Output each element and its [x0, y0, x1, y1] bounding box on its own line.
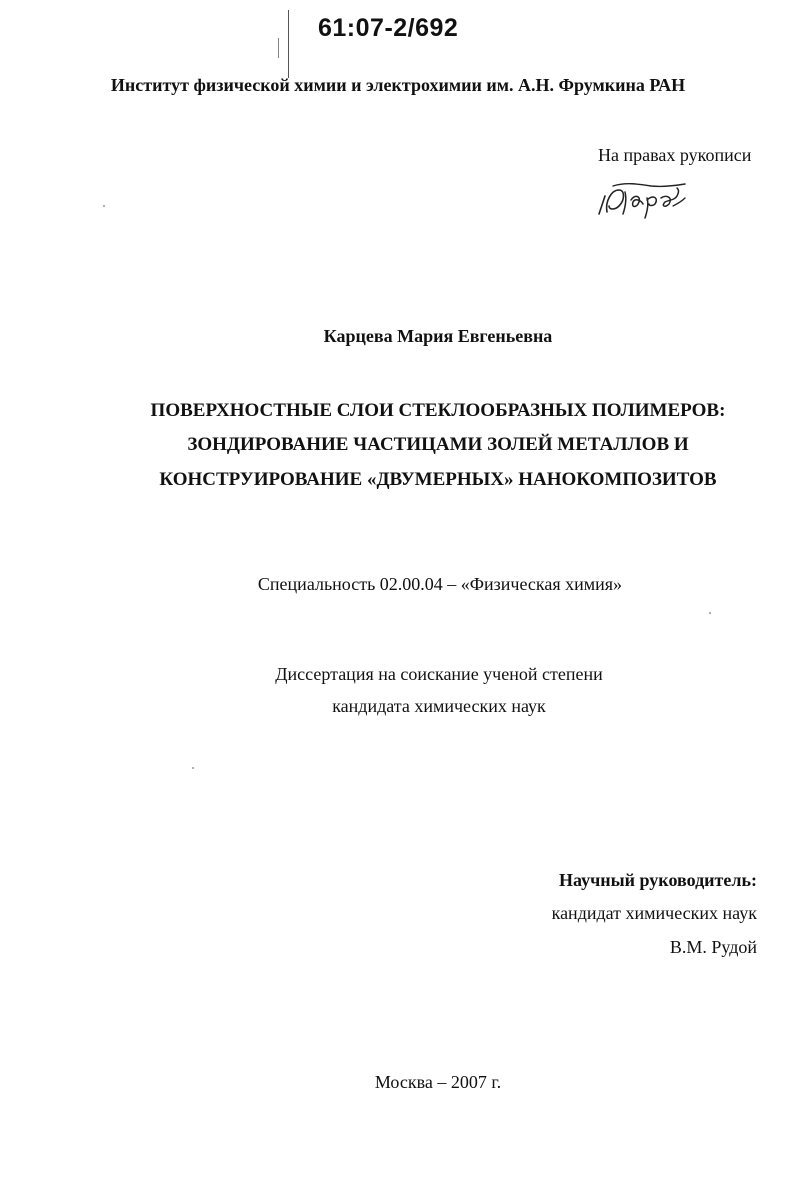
author-name: Карцева Мария Евгеньевна: [323, 326, 553, 346]
rights-note: На правах рукописи: [598, 145, 752, 165]
title-line-3: КОНСТРУИРОВАНИЕ «ДВУМЕРНЫХ» НАНОКОМПОЗИТОВ: [159, 469, 717, 490]
specialty: Специальность 02.00.04 – «Физическая химия»: [257, 574, 623, 594]
title-line-1: ПОВЕРХНОСТНЫЕ СЛОИ СТЕКЛООБРАЗНЫХ ПОЛИМЕРОВ:: [150, 400, 726, 421]
scan-speck: [709, 612, 711, 614]
city-year: Москва – 2007 г.: [374, 1072, 502, 1092]
dissertation-degree-line-1: Диссертация на соискание ученой степени: [275, 664, 603, 684]
archive-code: 61:07-2/692: [318, 14, 459, 42]
title-line-2: ЗОНДИРОВАНИЕ ЧАСТИЦАМИ ЗОЛЕЙ МЕТАЛЛОВ И: [187, 434, 689, 455]
supervisor-name: В.М. Рудой: [669, 937, 757, 957]
dissertation-degree-line-2: кандидата химических наук: [332, 696, 546, 716]
handwritten-signature: [595, 178, 691, 220]
supervisor-label: Научный руководитель:: [559, 870, 757, 890]
scan-artifact-line: [278, 38, 279, 58]
institute-name: Институт физической химии и электрохимии им. А.Н. Фрумкина РАН: [110, 75, 686, 95]
scan-artifact-line: [288, 10, 289, 78]
scan-speck: [103, 205, 105, 207]
scan-speck: [192, 767, 194, 769]
supervisor-degree: кандидат химических наук: [551, 903, 757, 923]
